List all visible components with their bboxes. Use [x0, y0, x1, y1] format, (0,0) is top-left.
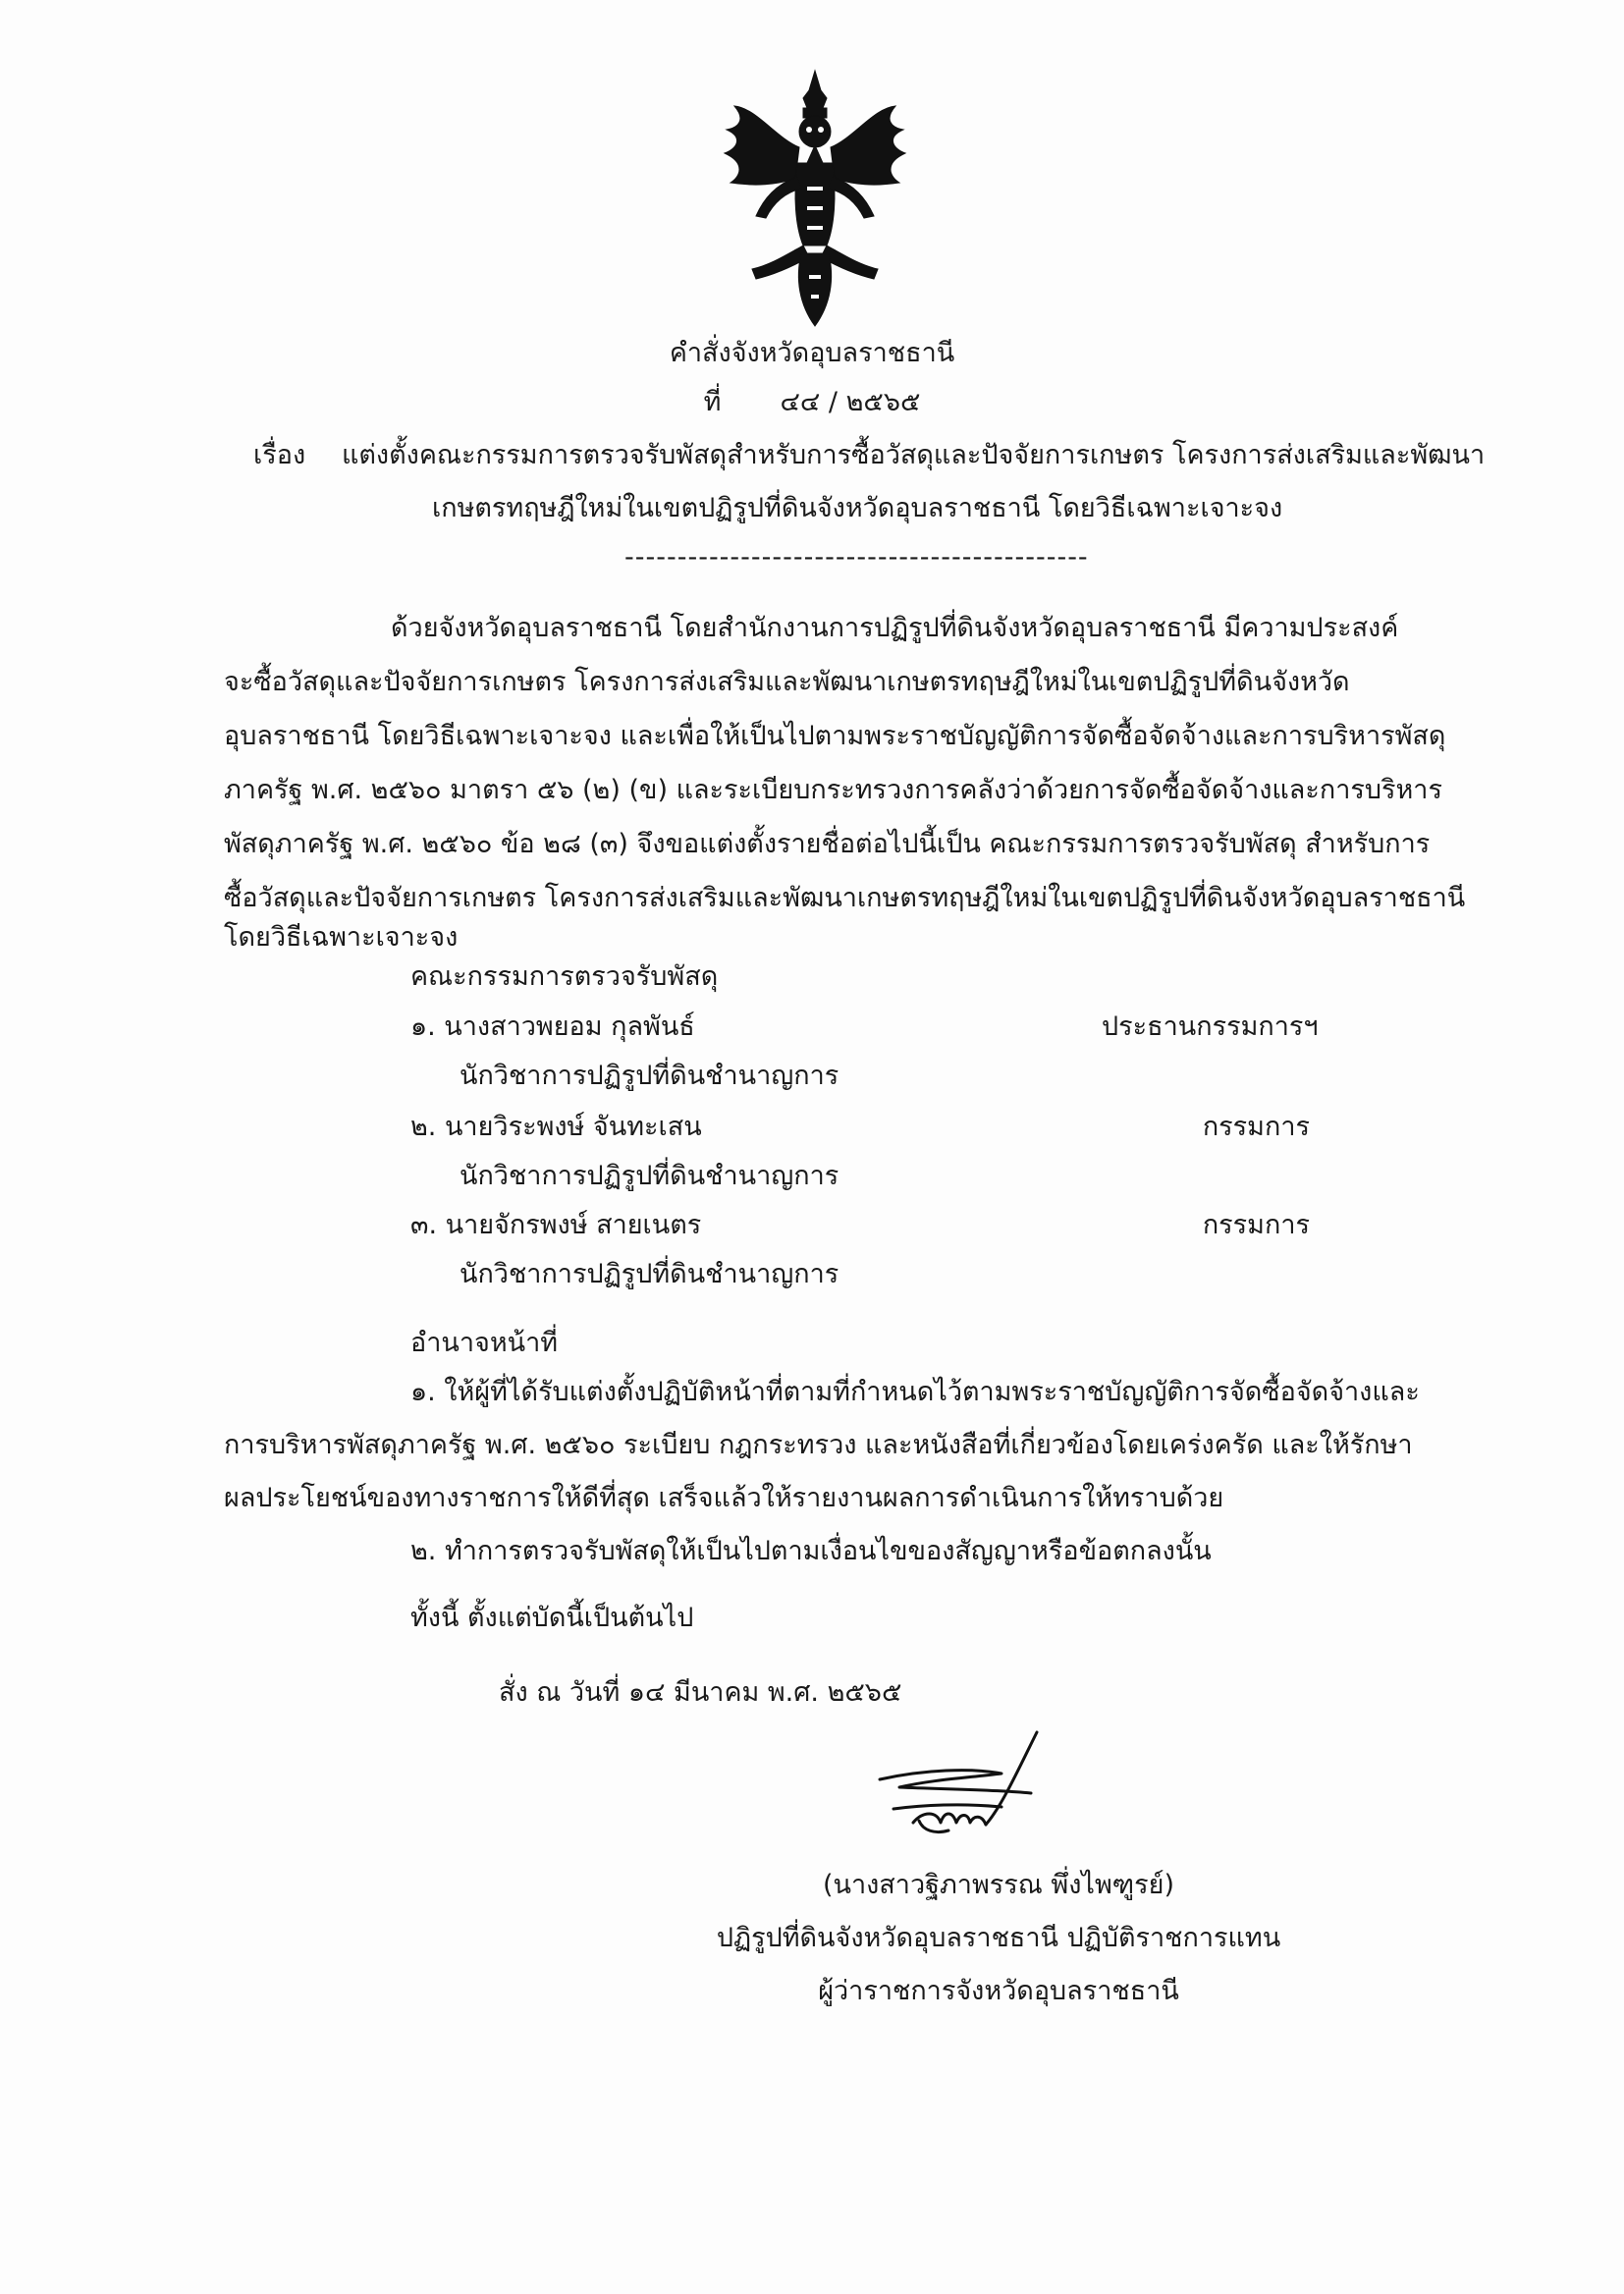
- body-line: ภาครัฐ พ.ศ. ๒๕๖๐ มาตรา ๕๖ (๒) (ข) และระเบียบกระทรวงการคลังว่าด้วยการจัดซื้อจัดจ้างและการบริหาร: [224, 775, 1442, 805]
- committee-heading: คณะกรรมการตรวจรับพัสดุ: [410, 961, 719, 992]
- member-name: ๓. นายจักรพงษ์ สายเนตร: [410, 1210, 702, 1240]
- separator-line: --------------------------------------------: [624, 542, 1089, 573]
- order-title: คำสั่งจังหวัดอุบลราชธานี: [669, 338, 955, 368]
- signatory-name: (นางสาวฐิภาพรรณ พึ่งไพฑูรย์): [822, 1870, 1175, 1900]
- duty-line: การบริหารพัสดุภาครัฐ พ.ศ. ๒๕๖๐ ระเบียบ กฎกระทรวง และหนังสือที่เกี่ยวข้องโดยเคร่งครัด และให้รักษา: [224, 1430, 1413, 1460]
- duty-line: ผลประโยชน์ของทางราชการให้ดีที่สุด เสร็จแล้วให้รายงานผลการดำเนินการให้ทราบด้วย: [224, 1483, 1224, 1513]
- member-name: ๑. นางสาวพยอม กุลพันธ์: [410, 1011, 695, 1042]
- subject-line-2: เกษตรทฤษฎีใหม่ในเขตปฏิรูปที่ดินจังหวัดอุบลราชธานี โดยวิธีเฉพาะเจาะจง: [432, 493, 1283, 523]
- member-position: นักวิชาการปฏิรูปที่ดินชำนาญการ: [460, 1161, 839, 1191]
- signatory-position: ผู้ว่าราชการจังหวัดอุบลราชธานี: [818, 1976, 1179, 2006]
- duty-line: ๑. ให้ผู้ที่ได้รับแต่งตั้งปฏิบัติหน้าที่ตามที่กำหนดไว้ตามพระราชบัญญัติการจัดซื้อจัดจ้างและ: [410, 1377, 1420, 1407]
- member-role: ประธานกรรมการฯ: [1102, 1011, 1319, 1042]
- body-line: จะซื้อวัสดุและปัจจัยการเกษตร โครงการส่งเสริมและพัฒนาเกษตรทฤษฎีใหม่ในเขตปฏิรูปที่ดินจังหวัด: [224, 667, 1350, 697]
- member-role: กรรมการ: [1202, 1112, 1310, 1142]
- order-number-value: ๔๔ / ๒๕๖๕: [780, 387, 921, 417]
- garuda-emblem-icon: [717, 69, 913, 334]
- order-date: สั่ง ณ วันที่ ๑๔ มีนาคม พ.ศ. ๒๕๖๕: [499, 1677, 902, 1708]
- body-line: อุบลราชธานี โดยวิธีเฉพาะเจาะจง และเพื่อให้เป็นไปตามพระราชบัญญัติการจัดซื้อจัดจ้างและการบริหารพัสดุ: [224, 721, 1446, 751]
- member-position: นักวิชาการปฏิรูปที่ดินชำนาญการ: [460, 1061, 839, 1091]
- member-name: ๒. นายวิระพงษ์ จันทะเสน: [410, 1112, 702, 1142]
- duty-line: ๒. ทำการตรวจรับพัสดุให้เป็นไปตามเงื่อนไขของสัญญาหรือข้อตกลงนั้น: [410, 1536, 1212, 1566]
- body-line: ซื้อวัสดุและปัจจัยการเกษตร โครงการส่งเสริมและพัฒนาเกษตรทฤษฎีใหม่ในเขตปฏิรูปที่ดินจังหวัดอุบลราชธานี: [224, 883, 1466, 913]
- member-position: นักวิชาการปฏิรูปที่ดินชำนาญการ: [460, 1259, 839, 1289]
- body-line: โดยวิธีเฉพาะเจาะจง: [224, 922, 459, 953]
- subject-line-1: แต่งตั้งคณะกรรมการตรวจรับพัสดุสำหรับการซื้อวัสดุและปัจจัยการเกษตร โครงการส่งเสริมและพัฒนา: [342, 440, 1486, 470]
- body-line: ด้วยจังหวัดอุบลราชธานี โดยสำนักงานการปฏิรูปที่ดินจังหวัดอุบลราชธานี มีความประสงค์: [391, 613, 1399, 643]
- signatory-position: ปฏิรูปที่ดินจังหวัดอุบลราชธานี ปฏิบัติราชการแทน: [716, 1923, 1281, 1953]
- member-role: กรรมการ: [1202, 1210, 1310, 1240]
- order-number-label: ที่: [703, 387, 722, 417]
- body-line: พัสดุภาครัฐ พ.ศ. ๒๕๖๐ ข้อ ๒๘ (๓) จึงขอแต่งตั้งรายชื่อต่อไปนี้เป็น คณะกรรมการตรวจรับพัสดุ สำหรับการ: [224, 829, 1431, 859]
- order-number-row: [0, 383, 1624, 422]
- handwritten-signature: [854, 1728, 1090, 1856]
- effective-statement: ทั้งนี้ ตั้งแต่บัดนี้เป็นต้นไป: [410, 1603, 694, 1633]
- subject-label: เรื่อง: [253, 440, 306, 470]
- duties-heading: อำนาจหน้าที่: [410, 1328, 559, 1358]
